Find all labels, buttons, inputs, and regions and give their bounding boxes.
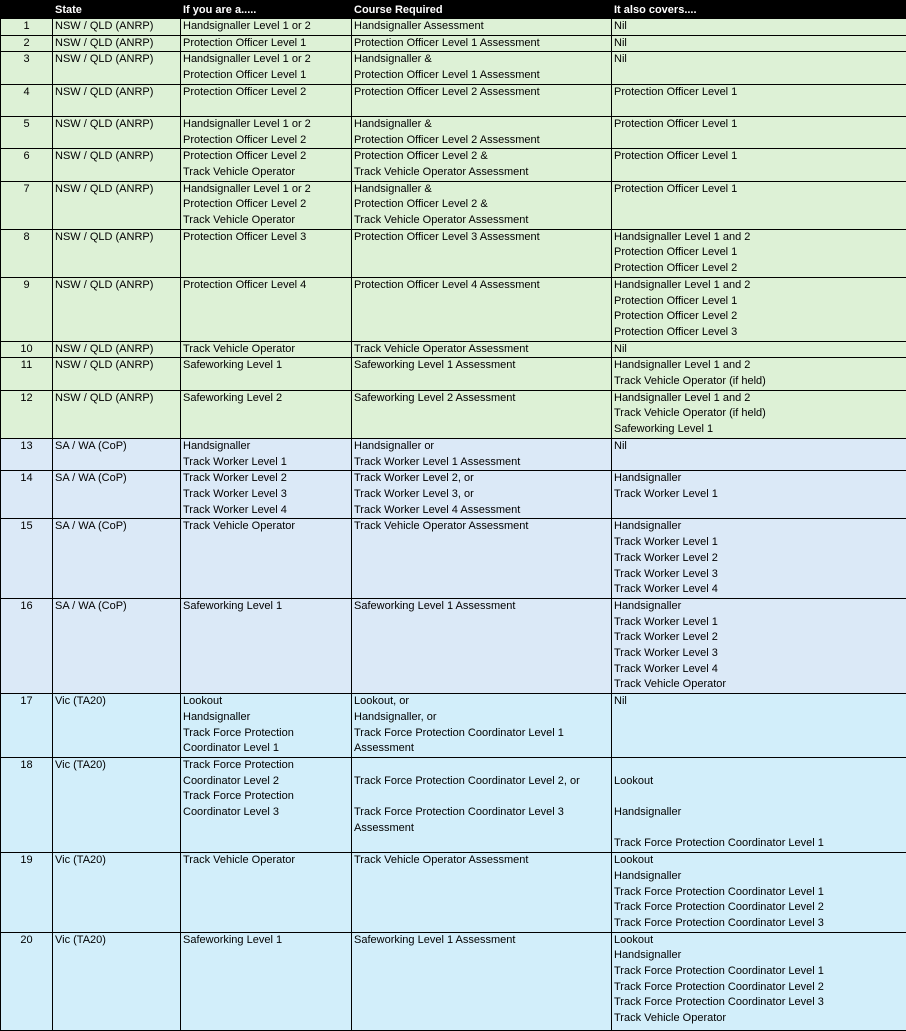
role-line: Protection Officer Level 1 [183, 68, 350, 84]
course-line: Assessment [354, 741, 610, 757]
role-line: Protection Officer Level 3 [183, 230, 350, 246]
course-line: Track Vehicle Operator Assessment [354, 853, 610, 869]
state-cell: NSW / QLD (ANRP) [53, 19, 181, 36]
course-cell [352, 84, 612, 116]
covers-line: Protection Officer Level 1 [614, 245, 905, 261]
role-cell [181, 229, 352, 277]
covers-line: Protection Officer Level 1 [614, 149, 905, 165]
course-line: Protection Officer Level 2 Assessment [354, 85, 610, 101]
covers-cell [612, 19, 906, 36]
row-number: 1 [1, 19, 53, 36]
covers-line: Track Vehicle Operator (if held) [614, 406, 905, 422]
course-cell [352, 229, 612, 277]
state-cell: NSW / QLD (ANRP) [53, 149, 181, 181]
table-row [1, 229, 906, 277]
role-cell [181, 341, 352, 358]
role-cell [181, 181, 352, 229]
covers-line: Track Vehicle Operator [614, 677, 905, 693]
role-cell [181, 694, 352, 758]
covers-line: Handsignaller Level 1 and 2 [614, 230, 905, 246]
covers-cell [612, 181, 906, 229]
course-line: Protection Officer Level 1 Assessment [354, 68, 610, 84]
role-line: Coordinator Level 3 [183, 805, 350, 821]
role-line: Track Vehicle Operator [183, 342, 350, 358]
covers-cell [612, 694, 906, 758]
covers-cell [612, 277, 906, 341]
covers-line: Nil [614, 52, 905, 68]
table-row [1, 277, 906, 341]
role-line: Track Vehicle Operator [183, 165, 350, 181]
course-line: Handsignaller & [354, 52, 610, 68]
role-line: Protection Officer Level 2 [183, 85, 350, 101]
covers-line: Nil [614, 19, 905, 35]
row-number: 9 [1, 277, 53, 341]
course-line: Track Worker Level 2, or [354, 471, 610, 487]
table-row [1, 341, 906, 358]
course-line: Track Vehicle Operator Assessment [354, 213, 610, 229]
role-line: Track Vehicle Operator [183, 853, 350, 869]
covers-line: Track Force Protection Coordinator Level 3 [614, 916, 905, 932]
course-line: Track Vehicle Operator Assessment [354, 342, 610, 358]
covers-cell [612, 149, 906, 181]
course-line: Protection Officer Level 4 Assessment [354, 278, 610, 294]
role-line: Handsignaller Level 1 or 2 [183, 19, 350, 35]
role-line: Handsignaller Level 1 or 2 [183, 52, 350, 68]
course-line: Protection Officer Level 2 & [354, 149, 610, 165]
covers-line: Handsignaller [614, 519, 905, 535]
row-number: 2 [1, 35, 53, 52]
covers-cell [612, 390, 906, 438]
role-cell [181, 277, 352, 341]
course-line: Protection Officer Level 2 & [354, 197, 610, 213]
covers-line: Protection Officer Level 2 [614, 261, 905, 277]
course-cell [352, 438, 612, 470]
course-line: Track Worker Level 3, or [354, 487, 610, 503]
covers-line: Track Worker Level 4 [614, 582, 905, 598]
row-number: 19 [1, 853, 53, 933]
covers-line: Track Force Protection Coordinator Level 3 [614, 995, 905, 1011]
covers-line: Track Force Protection Coordinator Level 1 [614, 885, 905, 901]
course-line: Handsignaller, or [354, 710, 610, 726]
table-row [1, 471, 906, 519]
row-number: 18 [1, 757, 53, 852]
row-number: 15 [1, 519, 53, 599]
course-line: Protection Officer Level 1 Assessment [354, 36, 610, 52]
covers-cell [612, 932, 906, 1030]
covers-line: Track Force Protection Coordinator Level 2 [614, 980, 905, 996]
course-cell [352, 35, 612, 52]
role-cell [181, 358, 352, 390]
course-cell [352, 116, 612, 148]
row-number: 5 [1, 116, 53, 148]
role-cell [181, 52, 352, 84]
course-line: Protection Officer Level 2 Assessment [354, 133, 610, 149]
covers-line: Protection Officer Level 3 [614, 325, 905, 341]
role-cell [181, 932, 352, 1030]
table-row [1, 932, 906, 1030]
state-cell: NSW / QLD (ANRP) [53, 358, 181, 390]
role-line: Track Vehicle Operator [183, 213, 350, 229]
row-number: 8 [1, 229, 53, 277]
course-line: Handsignaller & [354, 182, 610, 198]
role-line: Handsignaller Level 1 or 2 [183, 117, 350, 133]
role-line: Lookout [183, 694, 350, 710]
course-line [354, 789, 610, 805]
role-cell [181, 757, 352, 852]
covers-cell [612, 438, 906, 470]
role-line: Track Worker Level 4 [183, 503, 350, 519]
row-number: 7 [1, 181, 53, 229]
state-cell: Vic (TA20) [53, 694, 181, 758]
state-cell: NSW / QLD (ANRP) [53, 390, 181, 438]
row-number: 4 [1, 84, 53, 116]
header-role: If you are a..... [181, 1, 352, 19]
header-covers: It also covers.... [612, 1, 906, 19]
course-cell [352, 853, 612, 933]
header-row [1, 1, 906, 19]
course-line: Handsignaller & [354, 117, 610, 133]
state-cell: NSW / QLD (ANRP) [53, 35, 181, 52]
course-cell [352, 694, 612, 758]
role-line: Coordinator Level 1 [183, 741, 350, 757]
role-cell [181, 116, 352, 148]
role-cell [181, 19, 352, 36]
course-line: Lookout, or [354, 694, 610, 710]
covers-cell [612, 519, 906, 599]
table-row [1, 84, 906, 116]
role-line: Track Worker Level 1 [183, 455, 350, 471]
covers-line: Protection Officer Level 1 [614, 117, 905, 133]
role-line: Track Vehicle Operator [183, 519, 350, 535]
role-line: Safeworking Level 1 [183, 358, 350, 374]
course-cell [352, 932, 612, 1030]
course-cell [352, 471, 612, 519]
covers-line: Track Force Protection Coordinator Level 1 [614, 964, 905, 980]
covers-line: Safeworking Level 1 [614, 422, 905, 438]
covers-line: Lookout [614, 774, 905, 790]
course-line: Track Worker Level 1 Assessment [354, 455, 610, 471]
header-number [1, 1, 53, 19]
course-line: Safeworking Level 1 Assessment [354, 599, 610, 615]
state-cell: SA / WA (CoP) [53, 598, 181, 693]
row-number: 10 [1, 341, 53, 358]
covers-line: Handsignaller [614, 805, 905, 821]
covers-line: Track Worker Level 2 [614, 551, 905, 567]
role-cell [181, 853, 352, 933]
state-cell: NSW / QLD (ANRP) [53, 181, 181, 229]
role-line: Track Worker Level 2 [183, 471, 350, 487]
table-row [1, 52, 906, 84]
role-cell [181, 471, 352, 519]
course-cell [352, 341, 612, 358]
covers-line: Track Worker Level 1 [614, 535, 905, 551]
covers-cell [612, 229, 906, 277]
state-cell: NSW / QLD (ANRP) [53, 84, 181, 116]
covers-line: Handsignaller [614, 471, 905, 487]
course-line [354, 758, 610, 774]
role-line: Handsignaller [183, 439, 350, 455]
role-cell [181, 35, 352, 52]
covers-line: Handsignaller Level 1 and 2 [614, 358, 905, 374]
table-row [1, 519, 906, 599]
table-row [1, 116, 906, 148]
course-cell [352, 519, 612, 599]
state-cell: Vic (TA20) [53, 853, 181, 933]
role-line: Track Worker Level 3 [183, 487, 350, 503]
covers-line: Nil [614, 439, 905, 455]
role-line: Track Force Protection [183, 758, 350, 774]
state-cell: NSW / QLD (ANRP) [53, 116, 181, 148]
covers-line: Track Worker Level 2 [614, 630, 905, 646]
covers-line: Handsignaller [614, 599, 905, 615]
covers-line: Track Worker Level 3 [614, 567, 905, 583]
course-line: Assessment [354, 821, 610, 837]
role-line: Safeworking Level 1 [183, 599, 350, 615]
state-cell: SA / WA (CoP) [53, 438, 181, 470]
covers-line: Track Force Protection Coordinator Level 1 [614, 836, 905, 852]
course-cell [352, 181, 612, 229]
role-cell [181, 84, 352, 116]
covers-line: Protection Officer Level 2 [614, 309, 905, 325]
row-number: 11 [1, 358, 53, 390]
covers-line [614, 821, 905, 837]
covers-line: Track Worker Level 4 [614, 662, 905, 678]
covers-line: Nil [614, 36, 905, 52]
table-row [1, 390, 906, 438]
role-cell [181, 519, 352, 599]
covers-line: Track Worker Level 3 [614, 646, 905, 662]
course-line: Track Force Protection Coordinator Level 1 [354, 726, 610, 742]
role-line: Handsignaller [183, 710, 350, 726]
state-cell: NSW / QLD (ANRP) [53, 52, 181, 84]
course-cell [352, 757, 612, 852]
course-line: Handsignaller Assessment [354, 19, 610, 35]
course-cell [352, 598, 612, 693]
role-cell [181, 390, 352, 438]
covers-cell [612, 341, 906, 358]
course-line: Handsignaller or [354, 439, 610, 455]
table-row [1, 598, 906, 693]
role-line: Safeworking Level 2 [183, 391, 350, 407]
course-line: Track Vehicle Operator Assessment [354, 519, 610, 535]
table-body [1, 19, 906, 1031]
covers-line: Track Worker Level 1 [614, 487, 905, 503]
covers-line: Lookout [614, 933, 905, 949]
course-cell [352, 277, 612, 341]
state-cell: SA / WA (CoP) [53, 471, 181, 519]
role-line: Safeworking Level 1 [183, 933, 350, 949]
course-cell [352, 19, 612, 36]
covers-line: Protection Officer Level 1 [614, 182, 905, 198]
course-cell [352, 390, 612, 438]
row-number: 12 [1, 390, 53, 438]
row-number: 17 [1, 694, 53, 758]
table-row [1, 35, 906, 52]
role-line: Coordinator Level 2 [183, 774, 350, 790]
course-cell [352, 149, 612, 181]
covers-line [614, 789, 905, 805]
role-line: Handsignaller Level 1 or 2 [183, 182, 350, 198]
course-cell [352, 52, 612, 84]
covers-line: Track Worker Level 1 [614, 615, 905, 631]
covers-line: Protection Officer Level 1 [614, 85, 905, 101]
table-row [1, 149, 906, 181]
covers-cell [612, 471, 906, 519]
state-cell: SA / WA (CoP) [53, 519, 181, 599]
covers-line: Nil [614, 342, 905, 358]
row-number: 16 [1, 598, 53, 693]
course-line: Safeworking Level 1 Assessment [354, 933, 610, 949]
state-cell: Vic (TA20) [53, 757, 181, 852]
covers-line: Track Force Protection Coordinator Level 2 [614, 900, 905, 916]
role-cell [181, 149, 352, 181]
table-row [1, 181, 906, 229]
table-row [1, 358, 906, 390]
role-line: Protection Officer Level 2 [183, 197, 350, 213]
covers-line: Track Vehicle Operator (if held) [614, 374, 905, 390]
role-cell [181, 438, 352, 470]
course-cell [352, 358, 612, 390]
row-number: 14 [1, 471, 53, 519]
covers-line [614, 758, 905, 774]
course-line: Track Force Protection Coordinator Level 2, or [354, 774, 610, 790]
course-line: Track Vehicle Operator Assessment [354, 165, 610, 181]
covers-cell [612, 853, 906, 933]
row-number: 13 [1, 438, 53, 470]
covers-cell [612, 116, 906, 148]
course-line: Track Worker Level 4 Assessment [354, 503, 610, 519]
covers-cell [612, 598, 906, 693]
header-state: State [53, 1, 181, 19]
covers-cell [612, 35, 906, 52]
role-line: Protection Officer Level 4 [183, 278, 350, 294]
covers-line: Handsignaller Level 1 and 2 [614, 278, 905, 294]
course-line: Safeworking Level 1 Assessment [354, 358, 610, 374]
covers-line: Handsignaller [614, 869, 905, 885]
covers-cell [612, 52, 906, 84]
course-line: Track Force Protection Coordinator Level 3 [354, 805, 610, 821]
row-number: 3 [1, 52, 53, 84]
covers-line: Handsignaller [614, 948, 905, 964]
role-line: Protection Officer Level 2 [183, 149, 350, 165]
table-row [1, 19, 906, 36]
covers-cell [612, 358, 906, 390]
table-row [1, 853, 906, 933]
state-cell: NSW / QLD (ANRP) [53, 341, 181, 358]
state-cell: NSW / QLD (ANRP) [53, 277, 181, 341]
role-cell [181, 598, 352, 693]
role-line: Protection Officer Level 1 [183, 36, 350, 52]
covers-line: Handsignaller Level 1 and 2 [614, 391, 905, 407]
role-line: Protection Officer Level 2 [183, 133, 350, 149]
covers-cell [612, 84, 906, 116]
course-line: Protection Officer Level 3 Assessment [354, 230, 610, 246]
covers-line: Protection Officer Level 1 [614, 294, 905, 310]
covers-cell [612, 757, 906, 852]
header-course: Course Required [352, 1, 612, 19]
role-line: Track Force Protection [183, 726, 350, 742]
covers-line: Lookout [614, 853, 905, 869]
covers-line: Track Vehicle Operator [614, 1011, 905, 1027]
table-row [1, 694, 906, 758]
row-number: 6 [1, 149, 53, 181]
role-line: Track Force Protection [183, 789, 350, 805]
covers-line: Nil [614, 694, 905, 710]
state-cell: NSW / QLD (ANRP) [53, 229, 181, 277]
table-row [1, 438, 906, 470]
course-line: Safeworking Level 2 Assessment [354, 391, 610, 407]
state-cell: Vic (TA20) [53, 932, 181, 1030]
table-row [1, 757, 906, 852]
row-number: 20 [1, 932, 53, 1030]
